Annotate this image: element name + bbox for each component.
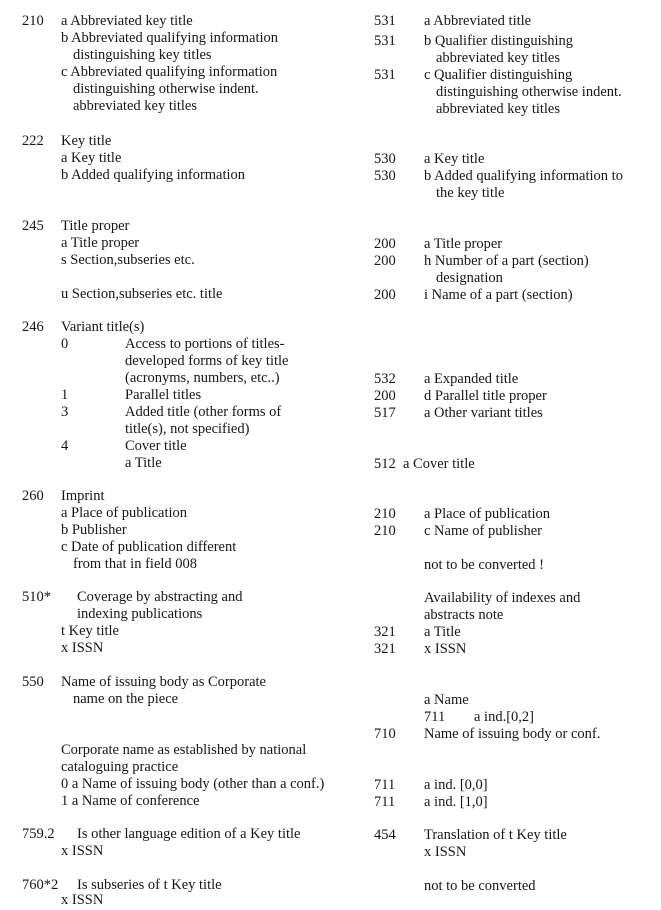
target-tag: 532 [374,371,396,387]
target-subfield: d Parallel title proper [424,388,547,404]
subfield-line: u Section,subseries etc. title [61,286,223,302]
conversion-note: not to be converted [424,878,536,894]
target-tag: 454 [374,827,396,843]
field-tag: 760*2 [22,877,59,893]
field-title: Variant title(s) [61,319,145,335]
target-subfield: a Title proper [424,236,503,252]
subfield-line: a Place of publication [61,505,188,521]
subfield-line: x ISSN [61,843,104,859]
target-tag: 531 [374,13,396,29]
subfield-line: x ISSN [61,640,104,656]
subfield-line: x ISSN [61,892,104,908]
subfield-line: b Added qualifying information [61,167,246,183]
target-continuation: designation [436,270,503,286]
target-tag: 200 [374,388,396,404]
subfield-line: 1 a Name of conference [61,793,200,809]
subfield-line: a Title proper [61,235,140,251]
indicator-value: 1 [61,387,69,403]
target-subfield: a Abbreviated title [424,13,532,29]
target-subfield: b Qualifier distinguishing [424,33,574,49]
field-title: Title proper [61,218,130,234]
indicator-text: developed forms of key title [125,353,289,369]
subfield-line: t Key title [61,623,119,639]
field-tag: 245 [22,218,44,234]
target-subfield: i Name of a part (section) [424,287,573,303]
target-tag: 711 [424,709,446,725]
target-subfield: 512 a Cover title [374,456,475,472]
field-tag: 260 [22,488,44,504]
target-tag: 200 [374,253,396,269]
field-tag: 222 [22,133,44,149]
target-subfield: a Place of publication [424,506,551,522]
field-tag: 550 [22,674,44,690]
subfield-line: s Section,subseries etc. [61,252,195,268]
field-title: Is other language edition of a Key title [77,826,301,842]
field-title: name on the piece [73,691,179,707]
indicator-text: Access to portions of titles- [125,336,285,352]
subfield-line: c Abbreviated qualifying information [61,64,278,80]
target-tag: 531 [374,33,396,49]
field-tag: 759.2 [22,826,55,842]
target-tag: 710 [374,726,396,742]
target-subfield: a Other variant titles [424,405,543,421]
target-subfield: a Key title [424,151,485,167]
target-subfield: a Name [424,692,469,708]
indicator-text: (acronyms, numbers, etc..) [125,370,280,386]
target-subfield: b Added qualifying information to [424,168,623,184]
target-tag: 210 [374,506,396,522]
subfield-continuation: abbreviated key titles [73,98,198,114]
field-title: Name of issuing body as Corporate [61,674,266,690]
target-continuation: the key title [436,185,505,201]
field-title: Is subseries of t Key title [77,877,222,893]
target-subfield: h Number of a part (section) [424,253,589,269]
indicator-value: 3 [61,404,69,420]
subfield-continuation: distinguishing key titles [73,47,212,63]
subfield-line: a Title [125,455,162,471]
field-tag: 510* [22,589,51,605]
target-subfield: a ind. [1,0] [424,794,488,810]
subfield-line: b Abbreviated qualifying information [61,30,279,46]
target-subfield: Name of issuing body or conf. [424,726,601,742]
indicator-text: Added title (other forms of [125,404,282,420]
target-tag: 711 [374,794,396,810]
indicator-value: 0 [61,336,69,352]
target-tag: 517 [374,405,396,421]
field-title: Key title [61,133,112,149]
note-line: cataloguing practice [61,759,179,775]
target-title: Availability of indexes and [424,590,581,606]
subfield-line: c Date of publication different [61,539,237,555]
target-tag: 531 [374,67,396,83]
target-tag: 321 [374,624,396,640]
subfield-line: a Abbreviated key title [61,13,193,29]
target-title: abstracts note [424,607,504,623]
target-subfield: a Expanded title [424,371,519,387]
target-tag: 200 [374,287,396,303]
field-tag: 210 [22,13,44,29]
target-tag: 321 [374,641,396,657]
field-tag: 246 [22,319,44,335]
field-title: Coverage by abstracting and [77,589,243,605]
subfield-continuation: from that in field 008 [73,556,198,572]
target-tag: 711 [374,777,396,793]
target-subfield: c Name of publisher [424,523,542,539]
target-subfield: Translation of t Key title [424,827,567,843]
target-subfield: x ISSN [424,641,467,657]
subfield-line: a Key title [61,150,122,166]
indicator-text: title(s), not specified) [125,421,250,437]
indicator-text: Parallel titles [125,387,202,403]
note-line: Corporate name as established by national [61,742,307,758]
target-continuation: abbreviated key titles [436,50,561,66]
field-title: indexing publications [77,606,203,622]
target-continuation: abbreviated key titles [436,101,561,117]
target-subfield: a Title [424,624,461,640]
target-subfield: a ind. [0,0] [424,777,488,793]
indicator-text: Cover title [125,438,187,454]
subfield-continuation: distinguishing otherwise indent. [73,81,259,97]
target-tag: 210 [374,523,396,539]
target-subfield: c Qualifier distinguishing [424,67,573,83]
subfield-line: b Publisher [61,522,127,538]
indicator-value: 4 [61,438,69,454]
field-title: Imprint [61,488,105,504]
subfield-line: 0 a Name of issuing body (other than a conf.) [61,776,325,792]
target-subfield: x ISSN [424,844,467,860]
target-tag: 530 [374,168,396,184]
target-subfield: a ind.[0,2] [474,709,534,725]
target-tag: 200 [374,236,396,252]
conversion-note: not to be converted ! [424,557,544,573]
target-continuation: distinguishing otherwise indent. [436,84,622,100]
target-tag: 530 [374,151,396,167]
